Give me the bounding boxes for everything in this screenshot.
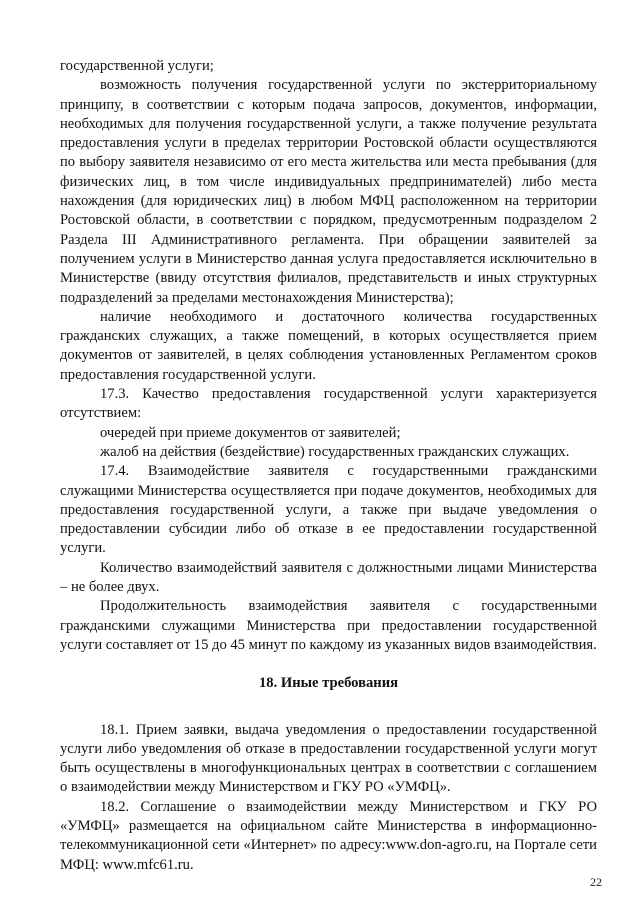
paragraph-interaction-duration: Продолжительность взаимодействия заявителя с государственными гражданскими служащими Министерства при предоставлении государственной услуги составляет от 15 до 45 минут по каждому из указанных видов взаимодействия.: [60, 598, 597, 653]
document-page: [60, 57, 597, 875]
paragraph-queues: очередей при приеме документов от заявителей;: [100, 424, 401, 441]
paragraph-interaction-count: Количество взаимодействий заявителя с должностными лицами Министерства – не более двух.: [60, 559, 597, 596]
page-number: 22: [590, 875, 602, 889]
section-heading: 18. Иные требования: [258, 675, 399, 692]
paragraph-17-4: 17.4. Взаимодействие заявителя с государственными гражданскими служащими Министерства осуществляется при подаче документов, необходимых для предоставления государственной услуги, а также при выдаче уведомления о предоставлении субсидии либо об отказе в ее предоставлении государственной услуги.: [60, 463, 597, 557]
paragraph-17-3: 17.3. Качество предоставления государственной услуги характеризуется отсутствием:: [60, 386, 597, 422]
paragraph-staff: наличие необходимого и достаточного количества государственных гражданских служащих, а также помещений, в которых осуществляется прием документов от заявителей, в целях соблюдения установленных Регламентом сроков предоставления государственной услуги.: [60, 308, 597, 383]
paragraph-extraterritorial: возможность получения государственной услуги по экстерриториальному принципу, в соответствии с которым подача запросов, документов, информации, необходимых для получения государственной услуги, а также получение результата предоставления услуги в пределах территории Ростовской области осуществляются по выбору заявителя независимо от его места жительства или места пребывания (для физических лиц, в том числе индивидуальных предпринимателей) либо места нахождения (для юридических лиц) в любом МФЦ расположенном на территории Ростовской области, в соответствии с порядком, предусмотренным подразделом 2 Раздела III Административного регламента. При обращении заявителей за получением услуги в Министерство данная услуга предоставляется исключительно в Министерстве (ввиду отсутствия филиалов, представительств и иных структурных подразделений за пределами местонахождения Министерства);: [60, 77, 597, 306]
paragraph-continuation: государственной услуги;: [60, 58, 214, 74]
paragraph-18-1: 18.1. Прием заявки, выдача уведомления о предоставлении государственной услуги либо уведомления об отказе в предоставлении государственной услуги могут быть осуществлены в многофункциональных центрах в соответствии с соглашением о взаимодействии между Министерством и ГКУ РО «УМФЦ».: [60, 721, 597, 796]
paragraph-18-2: 18.2. Соглашение о взаимодействии между Министерством и ГКУ РО «УМФЦ» размещается на официальном сайте Министерства в информационно-телекоммуникационной сети «Интернет» по адресу:www.don-agro.ru, на Портале сети МФЦ: www.mfc61.ru.: [60, 798, 597, 873]
paragraph-complaints: жалоб на действия (бездействие) государственных гражданских служащих.: [100, 443, 570, 460]
